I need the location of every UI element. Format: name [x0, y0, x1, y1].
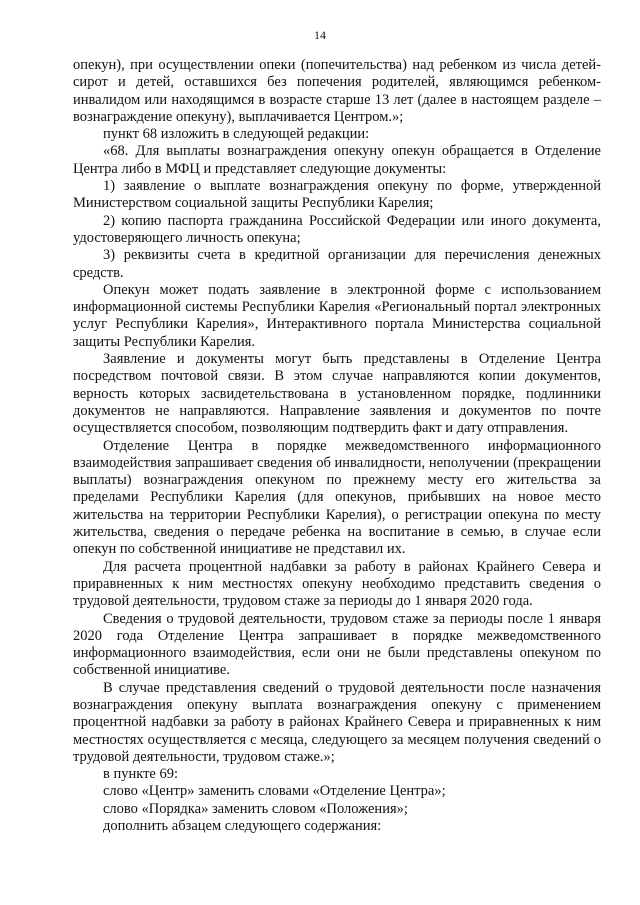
paragraph-amendment-point-69: в пункте 69:: [103, 766, 179, 783]
paragraph-replace-center: слово «Центр» заменить словами «Отделение Центра»;: [103, 783, 446, 800]
paragraph-amendment-point-68: пункт 68 изложить в следующей редакции:: [103, 126, 370, 143]
paragraph-continuation: опекун), при осуществлении опеки (попечительства) над ребенком из числа детей-сирот и детей, оставшихся без попечения родителей, являющимся ребенком-инвалидом или находящимся в возрасте старше 13 лет (далее в настоящем разделе – вознаграждение опекуну), выплачивается Центром.»;: [73, 57, 601, 125]
page-number: 14: [314, 28, 326, 42]
paragraph-add-clause: дополнить абзацем следующего содержания:: [103, 818, 382, 835]
paragraph-point-68: «68. Для выплаты вознаграждения опекуну опекун обращается в Отделение Центра либо в МФЦ и представляет следующие документы:: [73, 143, 601, 177]
paragraph-postal-submission: Заявление и документы могут быть представлены в Отделение Центра посредством почтовой связи. В этом случае направляются копии документов, верность которых засвидетельствована в установленном порядке, подлинники документов не направляются. Направление заявления и документов по почте осуществляется способом, позволяющим подтвердить факт и дату отправления.: [73, 351, 601, 437]
paragraph-work-records-after-2020: Сведения о трудовой деятельности, трудовом стаже за периоды после 1 января 2020 года Отделение Центра запрашивает в порядке межведомственного информационного взаимодействия, если они не были представлены опекуном по собственной инициативе.: [73, 610, 601, 679]
list-item-bank-details: 3) реквизиты счета в кредитной организации для перечисления денежных средств.: [73, 247, 601, 281]
paragraph-electronic-form: Опекун может подать заявление в электронной форме с использованием информационной системы Республики Карелия «Региональный портал электронных услуг Республики Карелия», Интерактивного портала Министерства социальной защиты Республики Карелия.: [73, 281, 601, 350]
list-item-application: 1) заявление о выплате вознаграждения опекуну по форме, утвержденной Министерством социальной защиты Республики Карелия;: [73, 178, 601, 212]
paragraph-replace-procedure: слово «Порядка» заменить словом «Положения»;: [103, 800, 408, 817]
paragraph-late-work-records: В случае представления сведений о трудовой деятельности после назначения вознаграждения опекуну выплата вознаграждения опекуну с применением процентной надбавки за работу в районах Крайнего Севера и приравненных к ним местностях осуществляется с месяца, следующего за месяцем получения сведений о трудовой деятельности, трудовом стаже.»;: [73, 679, 601, 765]
paragraph-northern-allowance: Для расчета процентной надбавки за работу в районах Крайнего Севера и приравненных к ним местностях опекуну необходимо представить сведения о трудовой деятельности, трудовом стаже за периоды до 1 января 2020 года.: [73, 558, 601, 610]
paragraph-interagency-request: Отделение Центра в порядке межведомственного информационного взаимодействия запрашивает сведения об инвалидности, неполучении (прекращении выплаты) вознаграждения опекуном по прежнему месту его жительства за пределами Республики Карелия (для опекунов, прибывших на новое место жительства на территории Республики Карелия), о регистрации опекуна по месту жительства, сведения о передаче ребенка на воспитание в семью, в случае если опекун по собственной инициативе не представил их.: [73, 437, 601, 558]
document-body: [73, 57, 601, 835]
list-item-passport: 2) копию паспорта гражданина Российской Федерации или иного документа, удостоверяющего личность опекуна;: [73, 212, 601, 246]
